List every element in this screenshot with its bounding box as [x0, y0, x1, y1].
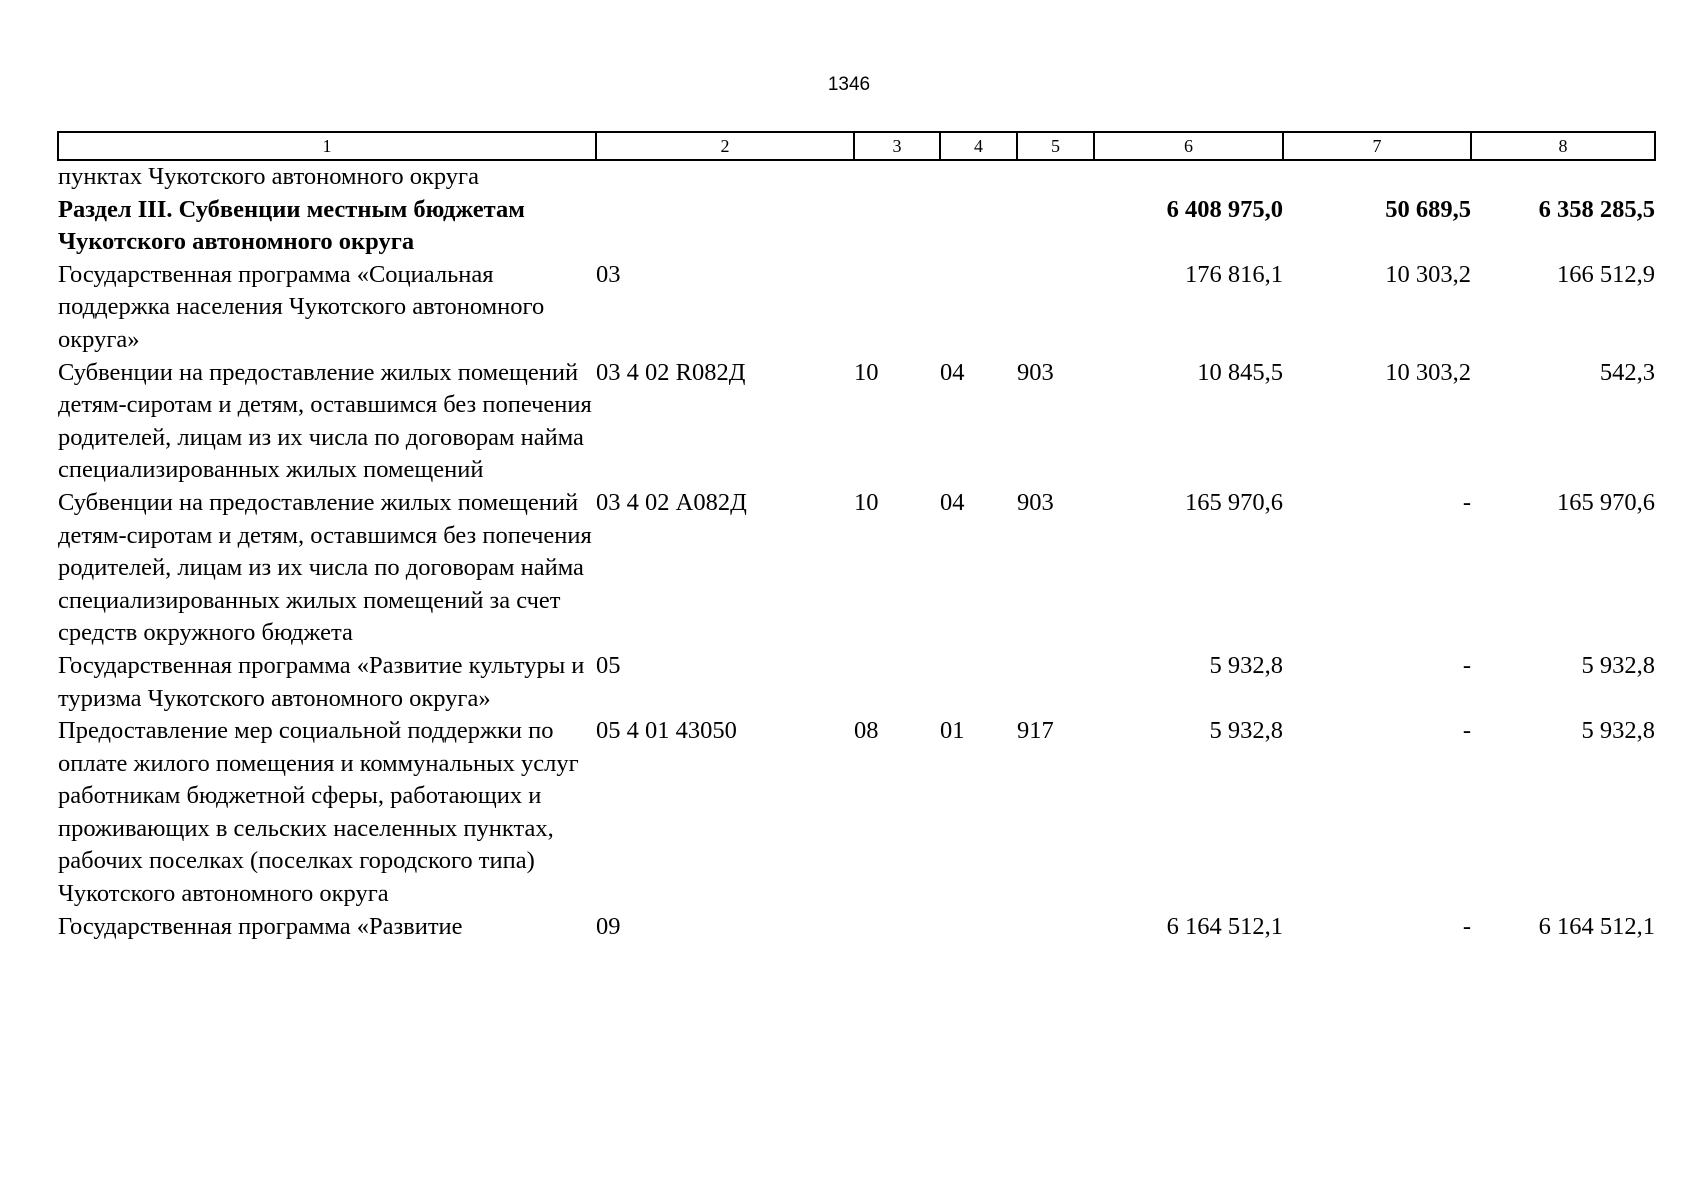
table-row: [58, 357, 1655, 487]
row-total: 6 164 512,1: [1166, 912, 1283, 940]
page-number: 1346: [827, 74, 871, 95]
table-body: [58, 160, 1655, 943]
row-section: [854, 650, 940, 715]
row-section: [854, 194, 940, 259]
row-federal: 50 689,5: [1385, 195, 1471, 223]
header-col-8: 8: [1471, 132, 1655, 160]
row-section: 08: [854, 717, 879, 745]
table-row: [58, 487, 1655, 650]
row-section: [854, 259, 940, 357]
row-section: 10: [854, 358, 879, 386]
row-total: 5 932,8: [1209, 651, 1283, 679]
row-federal: 10 303,2: [1385, 260, 1471, 288]
row-admin-code: 903: [1017, 358, 1054, 386]
row-name: Государственная программа «Развитие: [58, 912, 463, 940]
row-regional: 6 164 512,1: [1538, 912, 1655, 940]
table-row: [58, 650, 1655, 715]
row-name: Предоставление мер социальной поддержки по оплате жилого помещения и коммунальных услуг работникам бюджетной сферы, работающих и проживающих в сельских населенных пунктах, рабочих поселках (поселках городского типа) Чукотского автономного округа: [58, 717, 579, 908]
row-name: пунктах Чукотского автономного округа: [58, 163, 479, 190]
row-code: 03 4 02 А082Д: [596, 488, 747, 516]
row-section: 10: [854, 488, 879, 516]
table-header: [58, 132, 1655, 160]
header-col-5: 5: [1017, 132, 1094, 160]
row-name: Государственная программа «Развитие культуры и туризма Чукотского автономного округа»: [58, 651, 585, 712]
row-admin-code: [1017, 160, 1094, 194]
row-code: 03: [596, 260, 621, 288]
header-col-4: 4: [940, 132, 1017, 160]
table-row: [58, 911, 1655, 944]
row-admin-code: 903: [1017, 488, 1054, 516]
row-admin-code: [1017, 194, 1094, 259]
row-name: Субвенции на предоставление жилых помещений детям-сиротам и детям, оставшимся без попечения родителей, лицам из их числа по договорам найма специализированных жилых помещений за счет средств окружного бюджета: [58, 488, 592, 647]
table-row: [58, 160, 1655, 194]
header-row: [58, 132, 1655, 160]
row-subsection: 04: [940, 358, 965, 386]
row-admin-code: [1017, 650, 1094, 715]
row-section: [854, 911, 940, 944]
row-subsection: [940, 650, 1017, 715]
row-regional: 5 932,8: [1581, 717, 1655, 745]
row-federal: -: [1462, 488, 1471, 516]
row-regional: 165 970,6: [1557, 488, 1655, 516]
row-name: Раздел III. Субвенции местным бюджетам Чукотского автономного округа: [58, 195, 525, 256]
row-regional: 6 358 285,5: [1538, 195, 1655, 223]
row-federal: -: [1462, 651, 1471, 679]
row-subsection: 04: [940, 488, 965, 516]
header-col-7: 7: [1283, 132, 1471, 160]
row-admin-code: 917: [1017, 717, 1054, 745]
row-admin-code: [1017, 911, 1094, 944]
row-federal: -: [1462, 717, 1471, 745]
row-name: Государственная программа «Социальная поддержка населения Чукотского автономного округа»: [58, 260, 545, 353]
budget-table: [57, 131, 1656, 943]
row-subsection: [940, 194, 1017, 259]
row-code: [596, 160, 854, 194]
row-total: 5 932,8: [1209, 717, 1283, 745]
row-name: Субвенции на предоставление жилых помещений детям-сиротам и детям, оставшимся без попечения родителей, лицам из их числа по договорам найма специализированных жилых помещений: [58, 358, 592, 484]
row-total: 165 970,6: [1185, 488, 1283, 516]
row-code: 05 4 01 43050: [596, 717, 737, 745]
row-regional: [1471, 160, 1655, 194]
row-total: [1094, 160, 1283, 194]
row-total: 6 408 975,0: [1166, 195, 1283, 223]
header-col-1: 1: [58, 132, 596, 160]
header-col-6: 6: [1094, 132, 1283, 160]
row-regional: 5 932,8: [1581, 651, 1655, 679]
row-federal: 10 303,2: [1385, 358, 1471, 386]
row-subsection: [940, 160, 1017, 194]
table-row: [58, 194, 1655, 259]
row-section: [854, 160, 940, 194]
header-col-2: 2: [596, 132, 854, 160]
row-subsection: [940, 911, 1017, 944]
row-total: 10 845,5: [1197, 358, 1283, 386]
row-federal: -: [1462, 912, 1471, 940]
row-code: 03 4 02 R082Д: [596, 358, 746, 386]
row-federal: [1283, 160, 1471, 194]
row-code: 09: [596, 912, 621, 940]
row-subsection: 01: [940, 717, 965, 745]
row-regional: 542,3: [1599, 358, 1655, 386]
table-row: [58, 715, 1655, 911]
row-code: [596, 194, 854, 259]
row-code: 05: [596, 651, 621, 679]
row-subsection: [940, 259, 1017, 357]
row-total: 176 816,1: [1185, 260, 1283, 288]
row-admin-code: [1017, 259, 1094, 357]
header-col-3: 3: [854, 132, 940, 160]
table-row: [58, 259, 1655, 357]
row-regional: 166 512,9: [1557, 260, 1655, 288]
